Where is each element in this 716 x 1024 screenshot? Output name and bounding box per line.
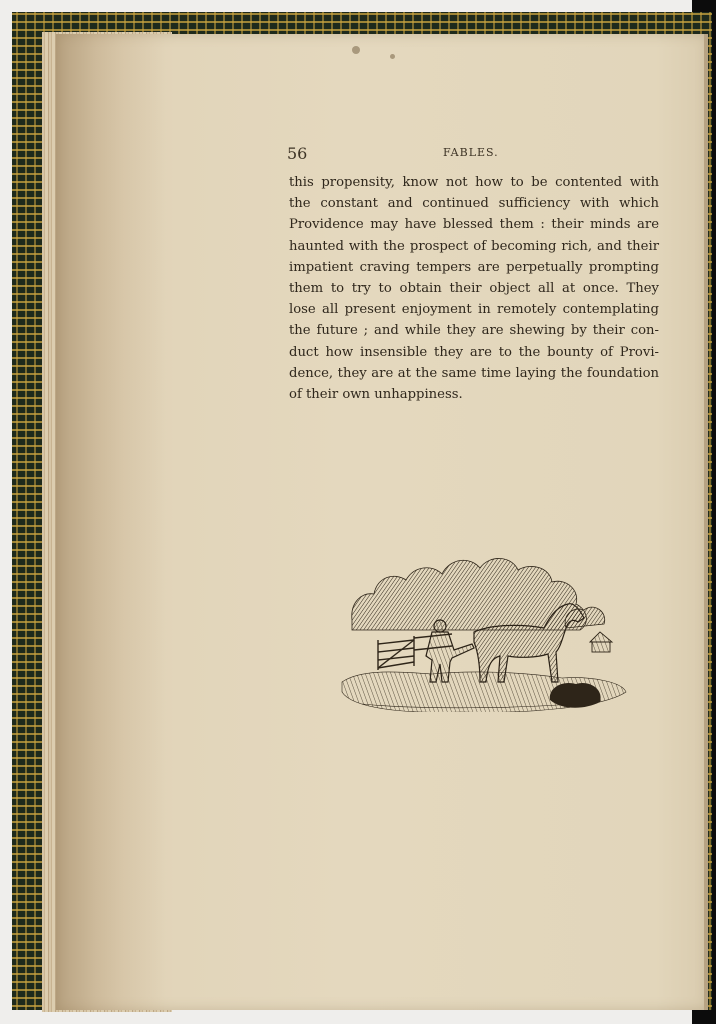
text-line: duct how insensible they are to the bounty of Provi-	[289, 344, 659, 360]
page-header	[287, 144, 657, 164]
page-right-edge	[704, 34, 708, 1010]
text-line: this propensity, know not how to be contented with	[289, 175, 659, 190]
wood-engraving-man-leading-horse-icon	[322, 532, 632, 712]
gutter-shadow	[56, 34, 166, 1010]
body-text	[289, 172, 659, 405]
text-line: Providence may have blessed them : their minds are	[289, 217, 659, 233]
ink-spot	[390, 54, 395, 59]
book-page	[56, 34, 708, 1010]
text-line: lose all present enjoyment in remotely contemplating	[289, 302, 659, 318]
text-line: dence, they are at the same time laying the foundation	[289, 365, 659, 381]
text-line: haunted with the prospect of becoming rich, and their	[289, 238, 659, 254]
cottage	[590, 632, 612, 652]
page-number: 56	[287, 144, 308, 163]
book	[12, 12, 712, 1010]
text-line: of their own unhappiness.	[289, 387, 463, 403]
text-line: them to try to obtain their object all at once. They	[289, 281, 659, 297]
bush	[550, 683, 601, 708]
text-line: the constant and continued sufficiency with which	[289, 196, 659, 212]
text-line: the future ; and while they are shewing by their con-	[289, 323, 659, 339]
text-line: impatient craving tempers are perpetually prompting	[289, 259, 659, 275]
ink-spot	[352, 46, 360, 54]
running-head: FABLES.	[443, 146, 499, 159]
